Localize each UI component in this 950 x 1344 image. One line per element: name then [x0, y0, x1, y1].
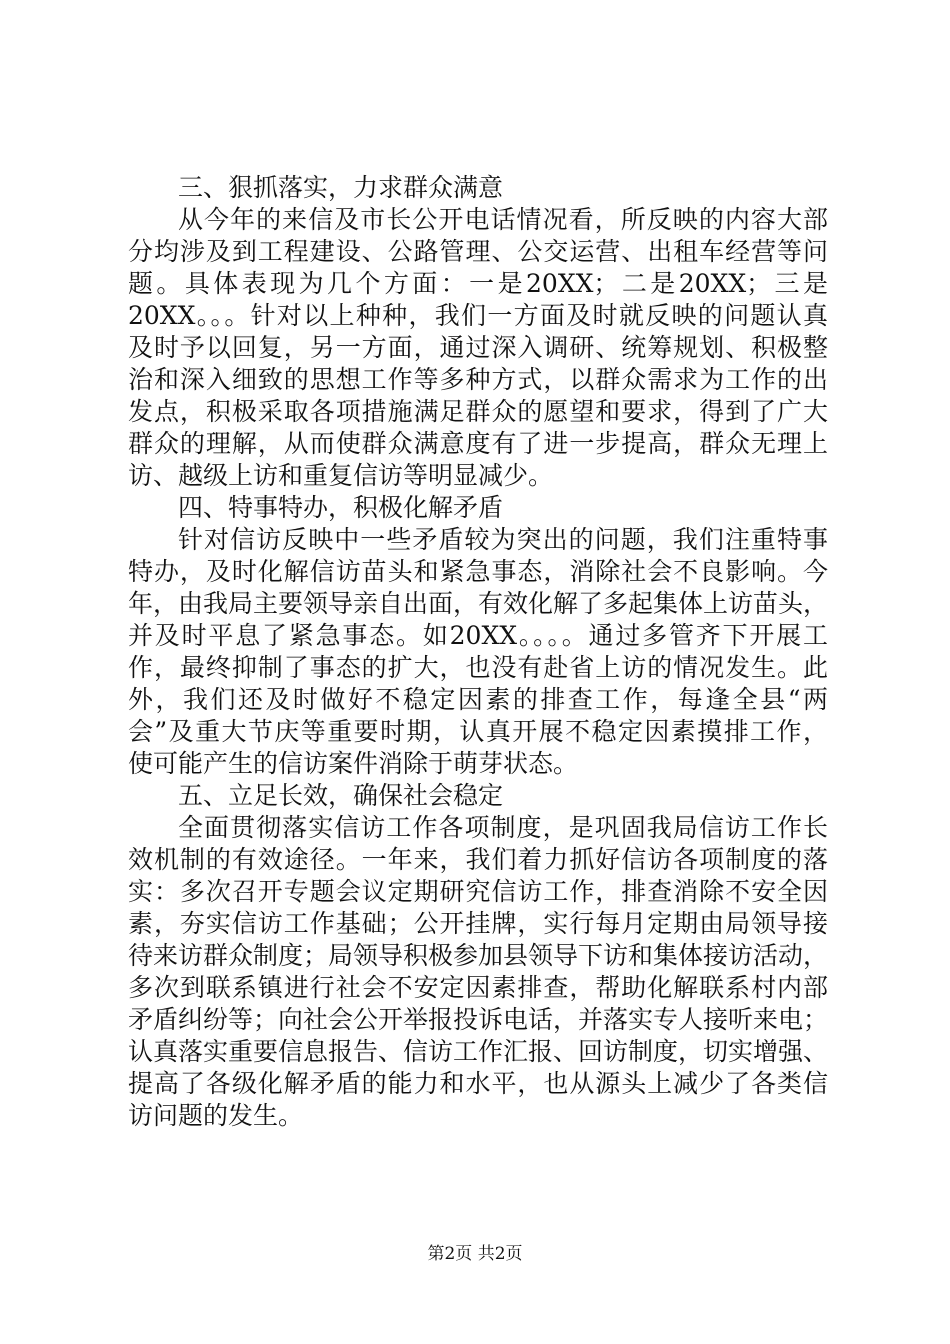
paragraph-line: 多次到联系镇进行社会不安定因素排查，帮助化解联系村内部 — [128, 973, 828, 1002]
paragraph-line: 认真落实重要信息报告、信访工作汇报、回访制度，切实增强、 — [128, 1037, 829, 1066]
paragraph-line: 发点，积极采取各项措施满足群众的愿望和要求，得到了广大 — [128, 397, 828, 426]
paragraph-first-line: 针对信访反映中一些矛盾较为突出的问题，我们注重特事 — [178, 525, 828, 554]
paragraph-line: 访问题的发生。 — [128, 1101, 304, 1130]
paragraph-line: 待来访群众制度；局领导积极参加县领导下访和集体接访活动， — [128, 941, 829, 970]
document-body — [128, 172, 828, 1132]
section-heading: 三、狠抓落实，力求群众满意 — [178, 173, 504, 202]
paragraph-line: 素，夯实信访工作基础；公开挂牌，实行每月定期由局领导接 — [128, 909, 828, 938]
page-footer: 第2页 共2页 — [427, 1244, 523, 1264]
paragraph-line: 访、越级上访和重复信访等明显减少。 — [128, 461, 554, 490]
paragraph-line: 分均涉及到工程建设、公路管理、公交运营、出租车经营等问 — [128, 237, 828, 266]
paragraph-line: 作，最终抑制了事态的扩大，也没有赴省上访的情况发生。此 — [128, 653, 828, 682]
paragraph-line: 实：多次召开专题会议定期研究信访工作，排查消除不安全因 — [128, 877, 828, 906]
section-heading: 四、特事特办，积极化解矛盾 — [178, 493, 504, 522]
paragraph-line: 矛盾纠纷等；向社会公开举报投诉电话，并落实专人接听来电； — [128, 1005, 829, 1034]
paragraph-first-line: 从今年的来信及市长公开电话情况看，所反映的内容大部 — [178, 205, 828, 234]
paragraph-line: 治和深入细致的思想工作等多种方式，以群众需求为工作的出 — [128, 365, 828, 394]
paragraph-line: 提高了各级化解矛盾的能力和水平，也从源头上减少了各类信 — [128, 1069, 828, 1098]
paragraph-first-line: 全面贯彻落实信访工作各项制度，是巩固我局信访工作长 — [178, 813, 828, 842]
paragraph-line: 年，由我局主要领导亲自出面，有效化解了多起集体上访苗头， — [128, 589, 829, 618]
paragraph-line: 外，我们还及时做好不稳定因素的排查工作，每逢全县“两 — [128, 685, 828, 714]
paragraph-line: 20XX。。。针对以上种种，我们一方面及时就反映的问题认真 — [128, 301, 828, 330]
paragraph-line: 会”及重大节庆等重要时期，认真开展不稳定因素摸排工作， — [128, 717, 828, 746]
paragraph-line: 并及时平息了紧急事态。如20XX。。。。通过多管齐下开展工 — [128, 621, 828, 650]
paragraph-line: 群众的理解，从而使群众满意度有了进一步提高，群众无理上 — [128, 429, 828, 458]
paragraph-line: 及时予以回复，另一方面，通过深入调研、统筹规划、积极整 — [128, 333, 828, 362]
paragraph-line: 使可能产生的信访案件消除于萌芽状态。 — [128, 749, 579, 778]
paragraph-line: 效机制的有效途径。一年来，我们着力抓好信访各项制度的落 — [128, 845, 828, 874]
section-heading: 五、立足长效，确保社会稳定 — [178, 781, 504, 810]
paragraph-line: 特办，及时化解信访苗头和紧急事态，消除社会不良影响。今 — [128, 557, 828, 586]
paragraph-line: 题。具体表现为几个方面：一是20XX；二是20XX；三是 — [128, 269, 828, 298]
